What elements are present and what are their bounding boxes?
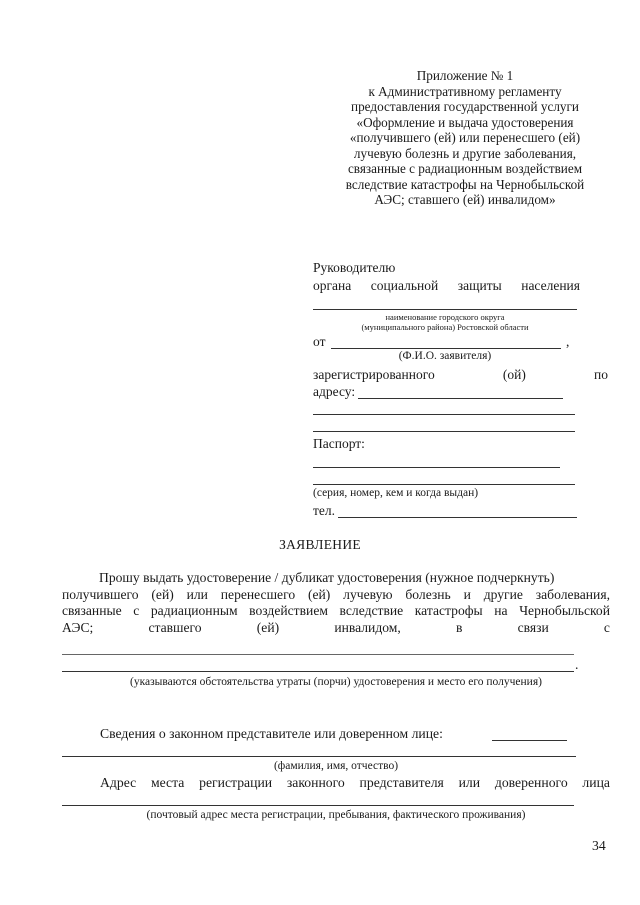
request-word: АЭС;: [62, 619, 94, 635]
representative-address-field[interactable]: [62, 805, 574, 806]
representative-field-2[interactable]: [62, 756, 576, 757]
org-caption-1: наименование городского округа: [385, 312, 505, 322]
addressee-word: населения: [521, 278, 580, 293]
header-line: «получившего (ей) или перенесшего (ей): [349, 130, 581, 145]
address-field-3[interactable]: [313, 431, 575, 432]
address-field-2[interactable]: [313, 414, 575, 415]
header-line: предоставления государственной услуги: [351, 99, 579, 114]
header-line: лучевую болезнь и другие заболевания,: [353, 145, 577, 161]
reason-field-2[interactable]: [62, 671, 574, 672]
phone-field[interactable]: [338, 517, 577, 518]
reason-caption: (указываются обстоятельства утраты (порчи) удостоверения и место его получения): [130, 676, 542, 688]
request-word: с: [603, 619, 610, 635]
org-caption-2: (муниципального района) Ростовской области: [361, 322, 529, 332]
address-field-1[interactable]: [358, 398, 563, 399]
request-word: связи: [517, 619, 549, 635]
passport-label: Паспорт:: [313, 436, 365, 451]
reason-period: .: [575, 657, 579, 672]
request-line: Прошу выдать удостоверение / дубликат удостоверения (нужное подчеркнуть): [99, 570, 555, 585]
appendix-header: [310, 68, 620, 208]
request-word: инвалидом,: [334, 619, 401, 635]
header-line: к Административному регламенту: [368, 83, 562, 99]
addressee-title: Руководителю: [313, 260, 396, 275]
representative-field-1[interactable]: [492, 740, 567, 741]
header-line: Приложение № 1: [416, 68, 514, 83]
passport-caption: (серия, номер, кем и когда выдан): [313, 487, 479, 499]
reason-field-1[interactable]: [62, 654, 574, 655]
addressee-word: социальной: [370, 278, 439, 293]
header-line: связанные с радиационным воздействием: [347, 161, 583, 176]
address-label: адресу:: [313, 384, 356, 399]
phone-label: тел.: [313, 503, 336, 518]
registered-word: зарегистрированного: [313, 367, 435, 382]
request-word: ставшего: [148, 619, 202, 635]
header-line: вследствие катастрофы на Чернобыльской: [345, 176, 585, 192]
addressee-word: защиты: [457, 278, 502, 293]
passport-field-2[interactable]: [313, 484, 575, 485]
from-label: от: [313, 334, 326, 349]
representative-label: Сведения о законном представителе или доверенном лице:: [100, 726, 443, 741]
fio-caption: (Ф.И.О. заявителя): [398, 350, 492, 362]
org-name-field[interactable]: [313, 309, 577, 310]
header-line: «Оформление и выдача удостоверения: [356, 114, 574, 130]
registered-word: (ой): [502, 367, 526, 382]
header-line: АЭС; ставшего (ей) инвалидом»: [374, 192, 556, 207]
addressee-word: органа: [313, 278, 352, 293]
representative-address-label: Адрес места регистрации законного представителя или доверенного лица: [100, 775, 610, 790]
representative-address-caption: (почтовый адрес места регистрации, пребывания, фактического проживания): [146, 809, 526, 821]
applicant-fio-field[interactable]: [331, 348, 561, 349]
request-line: получившего (ей) или перенесшего (ей) лучевую болезнь и другие заболевания,: [62, 586, 610, 602]
addressee-organ: [313, 278, 580, 294]
registered-line: [313, 367, 608, 383]
request-line: связанные с радиационным воздействием вследствие катастрофы на Чернобыльской: [62, 603, 610, 618]
registered-word: по: [594, 367, 608, 382]
request-word: (ей): [256, 619, 280, 635]
document-title: ЗАЯВЛЕНИЕ: [279, 537, 361, 552]
passport-field-1[interactable]: [313, 467, 560, 468]
request-line-4: [62, 620, 610, 637]
representative-caption: (фамилия, имя, отчество): [273, 760, 399, 772]
from-comma: ,: [566, 334, 570, 349]
request-word: в: [455, 619, 463, 635]
page-number: 34: [592, 838, 606, 853]
request-paragraph: [62, 570, 610, 636]
